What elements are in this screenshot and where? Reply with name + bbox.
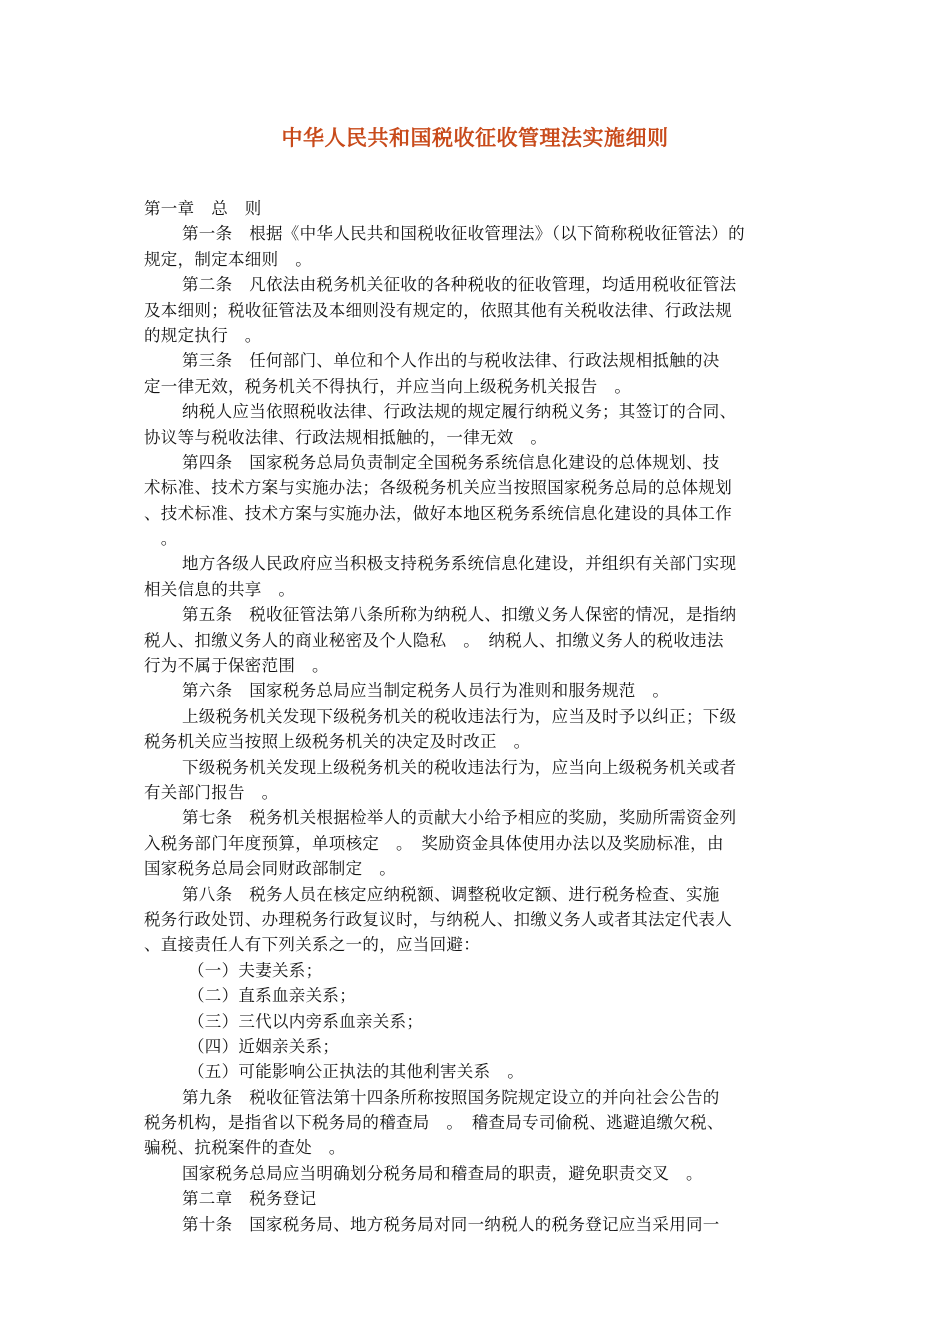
text-line: 有关部门报告 。: [144, 782, 279, 802]
text-line: 纳税人应当依照税收法律、行政法规的规定履行纳税义务；其签订的合同、: [182, 402, 737, 422]
text-line: 行为不属于保密范围 。: [144, 656, 329, 676]
text-line: 第二条 凡依法由税务机关征收的各种税收的征收管理，均适用税收征管法: [182, 275, 737, 295]
text-line: 协议等与税收法律、行政法规相抵触的，一律无效 。: [144, 427, 548, 447]
text-line: 第六条 国家税务总局应当制定税务人员行为准则和服务规范 。: [182, 681, 670, 701]
text-line: 定一律无效，税务机关不得执行，并应当向上级税务机关报告 。: [144, 376, 632, 396]
text-line: 国家税务总局会同财政部制定 。: [144, 859, 396, 879]
text-line: 骗税、抗税案件的查处 。: [144, 1138, 346, 1158]
text-line: 及本细则；税收征管法及本细则没有规定的，依照其他有关税收法律、行政法规: [144, 300, 732, 320]
text-line: （五）可能影响公正执法的其他利害关系 。: [188, 1062, 524, 1082]
text-line: 税务行政处罚、办理税务行政复议时，与纳税人、扣缴义务人或者其法定代表人: [144, 909, 732, 929]
text-line: 第八条 税务人员在核定应纳税额、调整税收定额、进行税务检查、实施: [182, 884, 720, 904]
text-line: 第一章 总 则: [144, 199, 262, 218]
text-line: 的规定执行 。: [144, 325, 262, 345]
text-line: 第二章 税务登记: [182, 1189, 317, 1209]
document-title: 中华人民共和国税收征收管理法实施细则: [281, 126, 669, 150]
text-line: 上级税务机关发现下级税务机关的税收违法行为，应当及时予以纠正；下级: [182, 706, 737, 726]
text-line: 税务机构，是指省以下税务局的稽查局 。 稽查局专司偷税、逃避追缴欠税、: [144, 1113, 724, 1133]
text-line: 税务机关应当按照上级税务机关的决定及时改正 。: [144, 732, 531, 752]
text-line: 、直接责任人有下列关系之一的，应当回避：: [144, 935, 480, 955]
text-line: 、技术标准、技术方案与实施办法，做好本地区税务系统信息化建设的具体工作: [144, 503, 732, 523]
text-line: 下级税务机关发现上级税务机关的税收违法行为，应当向上级税务机关或者: [182, 757, 737, 777]
text-line: 第七条 税务机关根据检举人的贡献大小给予相应的奖励，奖励所需资金列: [182, 808, 737, 828]
text-line: 规定，制定本细则 。: [144, 249, 312, 269]
text-line: 地方各级人民政府应当积极支持税务系统信息化建设，并组织有关部门实现: [182, 554, 737, 574]
text-line: （二）直系血亲关系；: [188, 986, 356, 1006]
text-line: 入税务部门年度预算，单项核定 。 奖励资金具体使用办法以及奖励标准，由: [144, 833, 724, 853]
text-line: 第一条 根据《中华人民共和国税收征收管理法》（以下简称税收征管法）的: [182, 224, 745, 244]
text-line: 税人、扣缴义务人的商业秘密及个人隐私 。 纳税人、扣缴义务人的税收违法: [144, 630, 724, 650]
text-line: （三）三代以内旁系血亲关系；: [188, 1011, 424, 1031]
text-line: 第九条 税收征管法第十四条所称按照国务院规定设立的并向社会公告的: [182, 1087, 720, 1107]
text-line: 国家税务总局应当明确划分税务局和稽查局的职责，避免职责交叉 。: [182, 1163, 703, 1183]
text-line: 第四条 国家税务总局负责制定全国税务系统信息化建设的总体规划、技: [182, 452, 720, 472]
text-line: 。: [144, 529, 178, 549]
text-line: 术标准、技术方案与实施办法；各级税务机关应当按照国家税务总局的总体规划: [144, 478, 732, 498]
document-body: [144, 196, 808, 1237]
text-line: 第三条 任何部门、单位和个人作出的与税收法律、行政法规相抵触的决: [182, 351, 720, 371]
text-line: （四）近姻亲关系；: [188, 1036, 340, 1056]
text-line: 第十条 国家税务局、地方税务局对同一纳税人的税务登记应当采用同一: [182, 1214, 720, 1234]
text-line: （一）夫妻关系；: [188, 960, 323, 980]
text-line: 相关信息的共享 。: [144, 579, 296, 599]
text-line: 第五条 税收征管法第八条所称为纳税人、扣缴义务人保密的情况，是指纳: [182, 605, 737, 625]
